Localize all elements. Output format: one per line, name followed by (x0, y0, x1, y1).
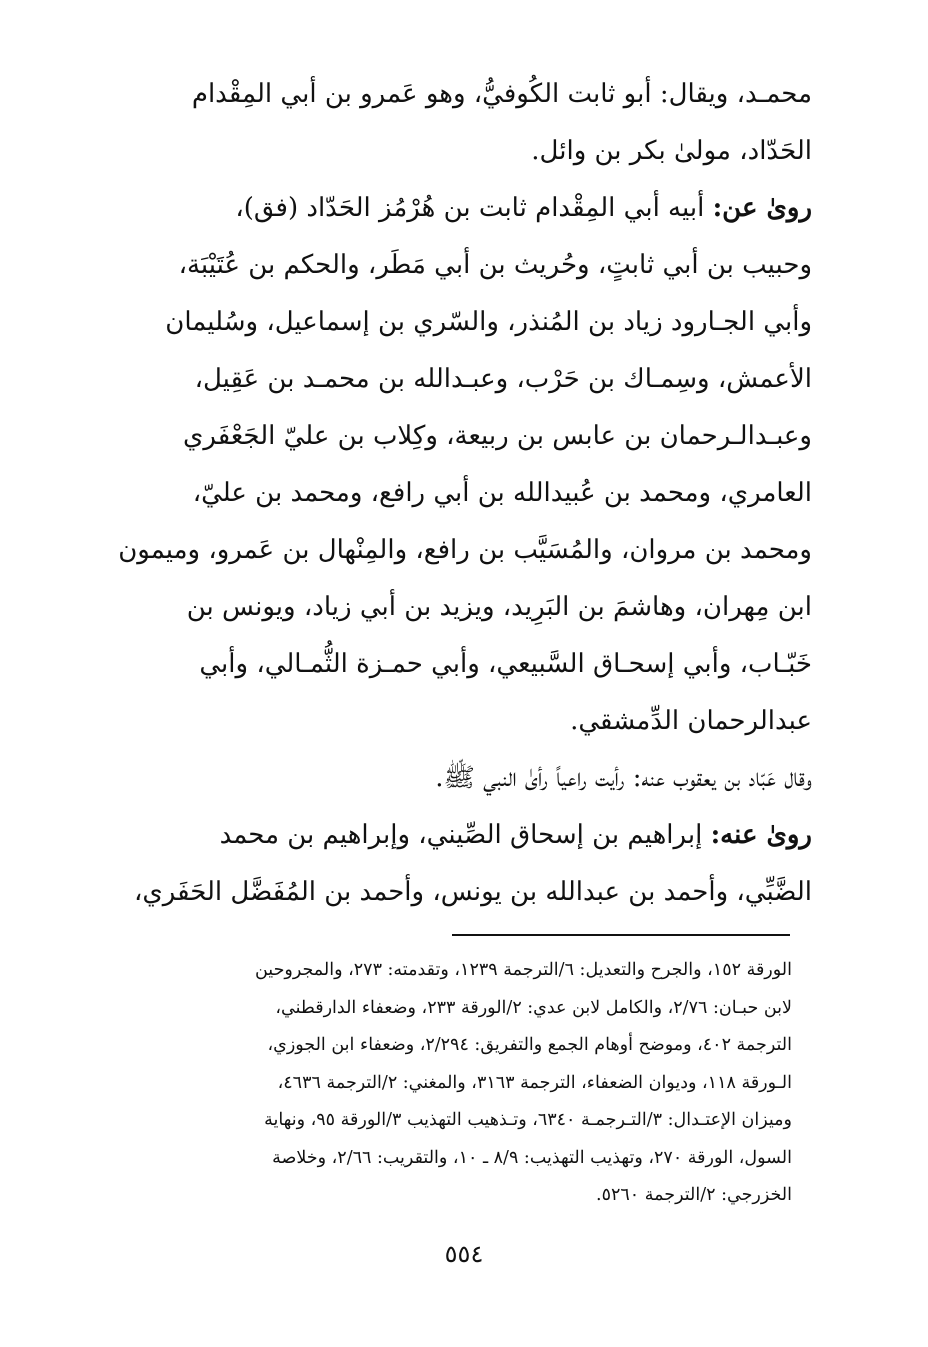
riwaya-anhu-first-line: إبراهيم بن إسحاق الصِّيني، وإبراهيم بن محمد (219, 820, 711, 850)
page-number: ٥٥٤ (444, 1240, 484, 1268)
riwaya-an-first-line: أبيه أبي المِقْدام ثابت بن هُرْمُز الحَدّاد (فق)، (235, 193, 713, 223)
riwaya-anhu-label: روىٰ عنه: (710, 820, 812, 850)
footnote-line: لابن حبـان: ٢/٧٦، والكامل لابن عدي: ٢/الورقة ٢٣٣، وضعفاء الدارقطني، (275, 997, 792, 1018)
riwaya-an-line: ابن مِهران، وهاشمَ بن البَرِيد، ويزيد بن أبي زياد، ويونس بن (186, 592, 812, 622)
footnote-line: وميزان الإعتـدال: ٣/التـرجمـة ٦٣٤٠، وتـذهيب التهذيب ٣/الورقة ٩٥، ونهاية (264, 1110, 792, 1130)
footnote-line: الخزرجي: ٢/الترجمة ٥٢٦٠. (596, 1185, 792, 1205)
intro-line-2: الحَدّاد، مولىٰ بكر بن وائل. (531, 136, 812, 166)
riwaya-an-line: خَبّـاب، وأبي إسحـاق السَّبيعي، وأبي حمـزة الثُّمـالي، وأبي (199, 649, 812, 679)
footnote-separator (452, 934, 790, 936)
footnote-line: السول، الورقة ٢٧٠، وتهذيب التهذيب: ٨/٩ ـ ١٠، والتقريب: ٢/٦٦، وخلاصة (272, 1147, 792, 1168)
riwaya-an-line: وحبيب بن أبي ثابتٍ، وحُريث بن أبي مَطَر، والحكم بن عُتَيْبَة، (178, 250, 812, 280)
riwaya-an-line: الأعمش، وسِمـاك بن حَرْب، وعبـدالله بن محمـد بن عَقِيل، (194, 364, 812, 394)
main-text (92, 66, 812, 921)
riwaya-an-line: العامري، ومحمد بن عُبيدالله بن أبي رافع، ومحمد بن عليّ، (192, 478, 812, 508)
riwaya-an-line: وعبـدالـرحمان بن عابس بن ربيعة، وكِلاب بن عليّ الجَعْفَري (183, 421, 812, 451)
riwaya-an-label: روىٰ عن: (712, 193, 812, 223)
riwaya-an-line-1 (92, 180, 812, 237)
riwaya-anhu-line-1 (92, 807, 812, 864)
riwaya-anhu-line: الضَّبِّي، وأحمد بن عبدالله بن يونس، وأحمد بن المُفَضَّل الحَفَري، (133, 877, 812, 907)
riwaya-an-line: عبدالرحمان الدِّمشقي. (570, 706, 812, 736)
riwaya-an-line: ومحمد بن مروان، والمُسَيَّب بن رافع، والمِنْهال بن عَمرو، وميمون (118, 535, 812, 565)
riwaya-an-line: وأبي الجـارود زياد بن المُنذر، والسّري بن إسماعيل، وسُليمان (165, 307, 812, 337)
footnote-line: الترجمة ٤٠٢، وموضح أوهام الجمع والتفريق: ٢/٢٩٤، وضعفاء ابن الجوزي، (267, 1035, 792, 1055)
footnotes (92, 952, 792, 1215)
footnote-line: الورقة ١٥٢، والجرح والتعديل: ٦/الترجمة ١٢٣٩، وتقدمته: ٢٧٣، والمجروحين (254, 960, 792, 980)
footnote-line: الـورقة ١١٨، وديوان الضعفاء، الترجمة ٣١٦٣، والمغني: ٢/الترجمة ٤٦٣٦، (277, 1072, 792, 1093)
intro-line-1: محمـد، ويقال: أبو ثابت الكُوفيُّ، وهو عَمرو بن أبي المِقْدام (191, 79, 812, 109)
abbad-quote: وقال عَبّاد بن يعقوب عنه: رأيت راعياً رأىٰ النبي ﷺ. (435, 763, 812, 793)
